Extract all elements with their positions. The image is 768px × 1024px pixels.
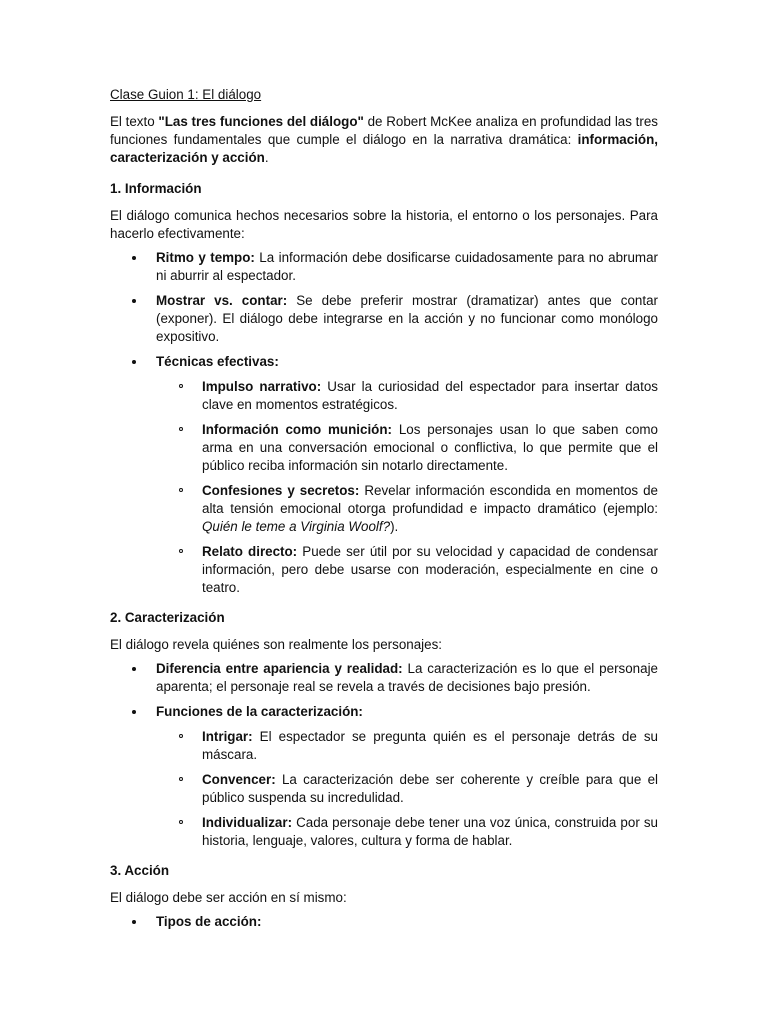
section-lead-caracterizacion: El diálogo revela quiénes son realmente los personajes: xyxy=(110,637,442,652)
sub-list-item-text: Cada personaje debe tener una voz única, construida por su historia, lenguaje, valores, cultura y forma de hablar. xyxy=(202,815,658,848)
list-item-term: Funciones de la caracterización: xyxy=(156,704,363,719)
sub-list-item-text: Revelar información escondida en momentos de alta tensión emocional otorga profundidad e impacto dramático (ejemplo: xyxy=(202,483,659,516)
sub-list-item-text: Puede ser útil por su velocidad y capacidad de condensar información, pero debe usarse con moderación, especialmente en cine o teatro. xyxy=(202,544,659,595)
bullet-list-informacion xyxy=(110,249,658,597)
list-item xyxy=(110,292,658,346)
list-item-term: Mostrar vs. contar: xyxy=(156,293,288,308)
list-item-text: La información debe dosificarse cuidadosamente para no abrumar ni aburrir al espectador. xyxy=(156,250,658,283)
sub-list-item-term: Información como munición: xyxy=(202,422,392,437)
sub-list-item-term: Convencer: xyxy=(202,772,276,787)
list-item-term: Tipos de acción: xyxy=(156,914,262,929)
intro-bold-functions: información, caracterización y acción xyxy=(110,132,658,165)
sub-list-item-term: Individualizar: xyxy=(202,815,293,830)
list-item-term: Diferencia entre apariencia y realidad: xyxy=(156,661,403,676)
list-item xyxy=(110,913,658,931)
intro-text: . xyxy=(264,150,269,165)
sub-list-item-text: Usar la curiosidad del espectador para insertar datos clave en momentos estratégicos. xyxy=(202,379,658,412)
sub-list-item xyxy=(110,771,658,807)
section-heading-accion: 3. Acción xyxy=(110,863,170,878)
bullet-list-caracterizacion xyxy=(110,660,658,850)
sub-list-item xyxy=(110,482,658,536)
document-body xyxy=(110,86,658,938)
list-item xyxy=(110,660,658,696)
sub-list-item-term: Impulso narrativo: xyxy=(202,379,322,394)
intro-bold-title: "Las tres funciones del diálogo" xyxy=(158,114,364,129)
intro-text: El texto xyxy=(110,114,159,129)
section-heading-caracterizacion: 2. Caracterización xyxy=(110,610,225,625)
list-item xyxy=(110,353,658,371)
list-item-text: La caracterización es lo que el personaje aparenta; el personaje real se revela a través de decisiones bajo presión. xyxy=(156,661,658,694)
sub-list-item-term: Relato directo: xyxy=(202,544,298,559)
list-item xyxy=(110,249,658,285)
bullet-list-accion xyxy=(110,913,658,931)
list-item xyxy=(110,703,658,721)
sub-list-item xyxy=(110,378,658,414)
sub-list-item xyxy=(110,728,658,764)
sub-list-item xyxy=(110,543,658,597)
film-title: Quién le teme a Virginia Woolf? xyxy=(202,519,391,534)
sub-list-item-text: Los personajes usan lo que saben como arma en una conversación emocional o conflictiva, lo que permite que el público reciba información sin notarlo directamente. xyxy=(202,422,658,473)
list-item-term: Ritmo y tempo: xyxy=(156,250,255,265)
sub-list-item-term: Confesiones y secretos: xyxy=(202,483,360,498)
sub-list-item-term: Intrigar: xyxy=(202,729,253,744)
section-lead-informacion: El diálogo comunica hechos necesarios sobre la historia, el entorno o los personajes. Para hacerlo efectivamente: xyxy=(110,208,658,241)
sub-list-item-text: La caracterización debe ser coherente y creíble para que el público suspenda su incredulidad. xyxy=(202,772,658,805)
sub-list-item xyxy=(110,814,658,850)
intro-paragraph xyxy=(110,113,658,167)
sub-list-item-text: El espectador se pregunta quién es el personaje detrás de su máscara. xyxy=(202,729,658,762)
section-heading-informacion: 1. Información xyxy=(110,181,202,196)
document-title: Clase Guion 1: El diálogo xyxy=(110,87,262,102)
sub-list-item-text: ). xyxy=(390,519,399,534)
section-lead-accion: El diálogo debe ser acción en sí mismo: xyxy=(110,890,347,905)
sub-list-item xyxy=(110,421,658,475)
list-item-text: Se debe preferir mostrar (dramatizar) antes que contar (exponer). El diálogo debe integrarse en la acción y no funcionar como monólogo expositivo. xyxy=(156,293,658,344)
intro-text: de Robert McKee analiza en profundidad las tres funciones fundamentales que cumple el diálogo en la narrativa dramática: xyxy=(110,114,658,147)
list-item-term: Técnicas efectivas: xyxy=(156,354,279,369)
